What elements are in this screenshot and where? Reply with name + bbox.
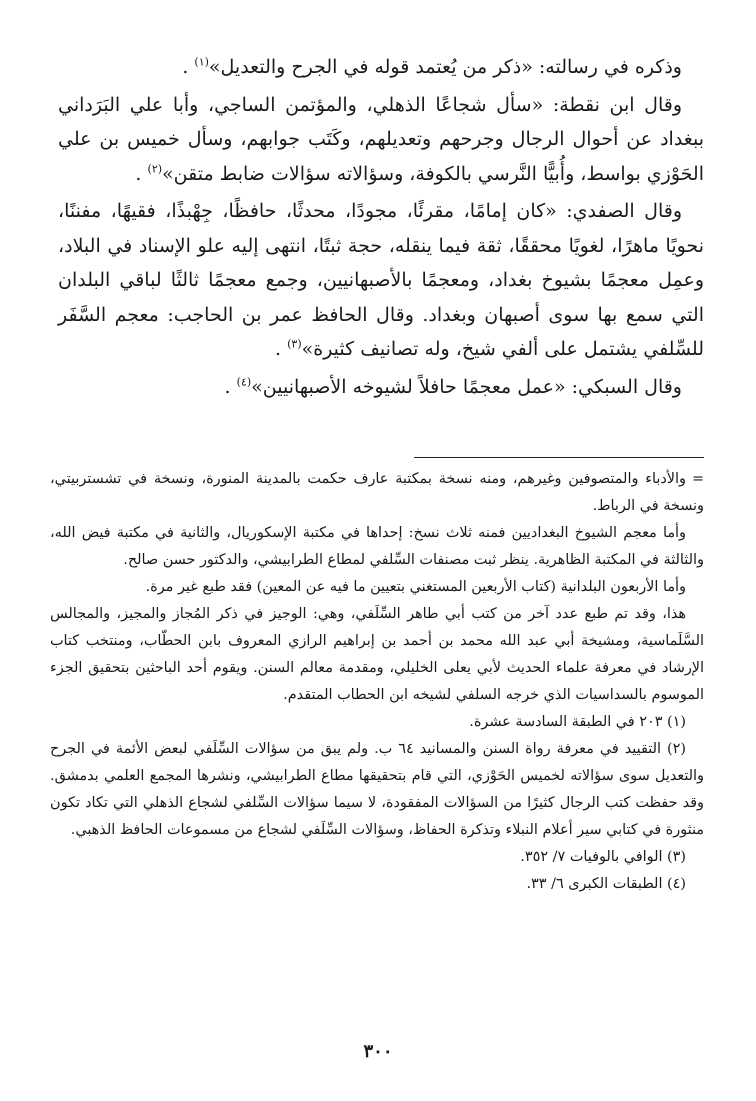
footnote-separator xyxy=(414,457,704,458)
footnote-2: (٢) التقييد في معرفة رواة السنن والمسانيد ٦٤ ب. ولم يبق من سؤالات السِّلَفي لبعض الأئمة في الجرح والتعديل سوى سؤالاته لخميس الحَوْزي، التي قام بتحقيقها مطاع الطرابيشي، ونشرها المجمع العلمي بدمشق. وقد حفظت كتب الرجال كثيرًا من السؤالات المفقودة، لا سيما سؤالات السِّلفي لشجاع الذهلي التي تكاد تكون منثورة في كتابي سير أعلام النبلاء وتذكرة الحفاظ، وسؤالات السِّلَفي لشجاع من مسموعات الحافظ الذهبي. xyxy=(50,741,704,838)
continuation-mark: = xyxy=(691,471,704,487)
paragraph-1 xyxy=(58,50,704,85)
paragraph-2 xyxy=(58,88,704,192)
footnote-3: (٣) الوافي بالوفيات ٧/ ٣٥٢. xyxy=(520,849,686,865)
footnotes xyxy=(50,466,704,898)
paragraph-4 xyxy=(58,370,704,405)
page-number: ٣٠٠ xyxy=(363,1041,393,1062)
footnote-ref-3: (٣) xyxy=(287,337,302,351)
footnote-paragraph-c: هذا، وقد تم طبع عدد آخر من كتب أبي طاهر السِّلَفي، وهي: الوجيز في ذكر المُجاز والمجيز، والمجالس السَّلَماسية، ومشيخة أبي عبد الله محمد بن أحمد بن إبراهيم الرازي المعروف بابن الحطّاب، ومنتخب كتاب الإرشاد في معرفة علماء الحديث لأبي يعلى الخليلي، ومقدمة معالم السنن. ويقوم أحد الباحثين بتحقيق الجزء الموسوم بالسداسيات الذي خرجه السلفي لشيخه ابن الحطاب المتقدم. xyxy=(50,606,704,703)
footnote-paragraph-a: وأما معجم الشيوخ البغداديين فمنه ثلاث نسخ: إحداها في مكتبة الإسكوريال، والثانية في مكتبة فيض الله، والثالثة في المكتبة الظاهرية. ينظر ثبت مصنفات السِّلفي لمطاع الطرابيشي، والدكتور حسن صالح. xyxy=(50,525,704,568)
footnote-4: (٤) الطبقات الكبرى ٦/ ٣٣. xyxy=(526,876,686,892)
footnote-ref-2: (٢) xyxy=(147,162,163,176)
paragraph-3 xyxy=(58,194,704,367)
paragraph-2-end: . xyxy=(135,162,148,185)
main-text xyxy=(58,50,704,404)
paragraph-3-text: وقال الصفدي: «كان إمامًا، مقرئًا، مجودًا، محدثًا، حافظًا، جِهْبذًا، فقيهًا، مفننًا، نحويًا ماهرًا، لغويًا محققًا، ثقة فيما ينقله، حجة ثبتًا، انتهى إليه علو الإسناد في البلاد، وعمِل معجمًا بشيوخ بغداد، ومعجمًا بالأصبهانيين، وجمع معجمًا ثالثًا لباقي البلدان التي سمع بها سوى أصبهان وبغداد. وقال الحافظ عمر بن الحاجب: معجم السَّفَر للسِّلفي يشتمل على ألفي شيخ، وله تصانيف كثيرة» xyxy=(58,200,704,360)
paragraph-4-text: وقال السبكي: «عمل معجمًا حافلاً لشيوخه الأصبهانيين» xyxy=(251,375,682,398)
paragraph-1-text: وذكره في رسالته: «ذكر من يُعتمد قوله في الجرح والتعديل» xyxy=(208,56,682,78)
footnote-continuation xyxy=(50,466,704,520)
paragraph-1-end: . xyxy=(182,56,195,78)
paragraph-4-end: . xyxy=(224,375,237,398)
footnote-continuation-text: والأدباء والمتصوفين وغيرهم، ومنه نسخة بمكتبة عارف حكمت بالمدينة المنورة، ونسخة في تشستربيتي، ونسخة في الرباط. xyxy=(50,471,704,514)
footnote-ref-1: (١) xyxy=(194,55,209,69)
footnote-paragraph-b: وأما الأربعون البلدانية (كتاب الأربعين المستغني بتعيين ما فيه عن المعين) فقد طبع غير مرة. xyxy=(145,579,686,595)
footnote-1: (١) ٢٠٣ في الطبقة السادسة عشرة. xyxy=(469,714,686,730)
paragraph-3-end: . xyxy=(275,338,288,360)
footnote-ref-4: (٤) xyxy=(236,375,252,389)
paragraph-2-text: وقال ابن نقطة: «سأل شجاعًا الذهلي، والمؤتمن الساجي، وأبا علي البَرَداني ببغداد عن أحوال الرجال وجرحهم وتعديلهم، وكَتَب جوابهم، وسأل خميس بن علي الحَوْزي بواسط، وأُبيًّا النَّرسي بالكوفة، وسؤالاته سؤالات ضابط متقن» xyxy=(58,93,704,185)
